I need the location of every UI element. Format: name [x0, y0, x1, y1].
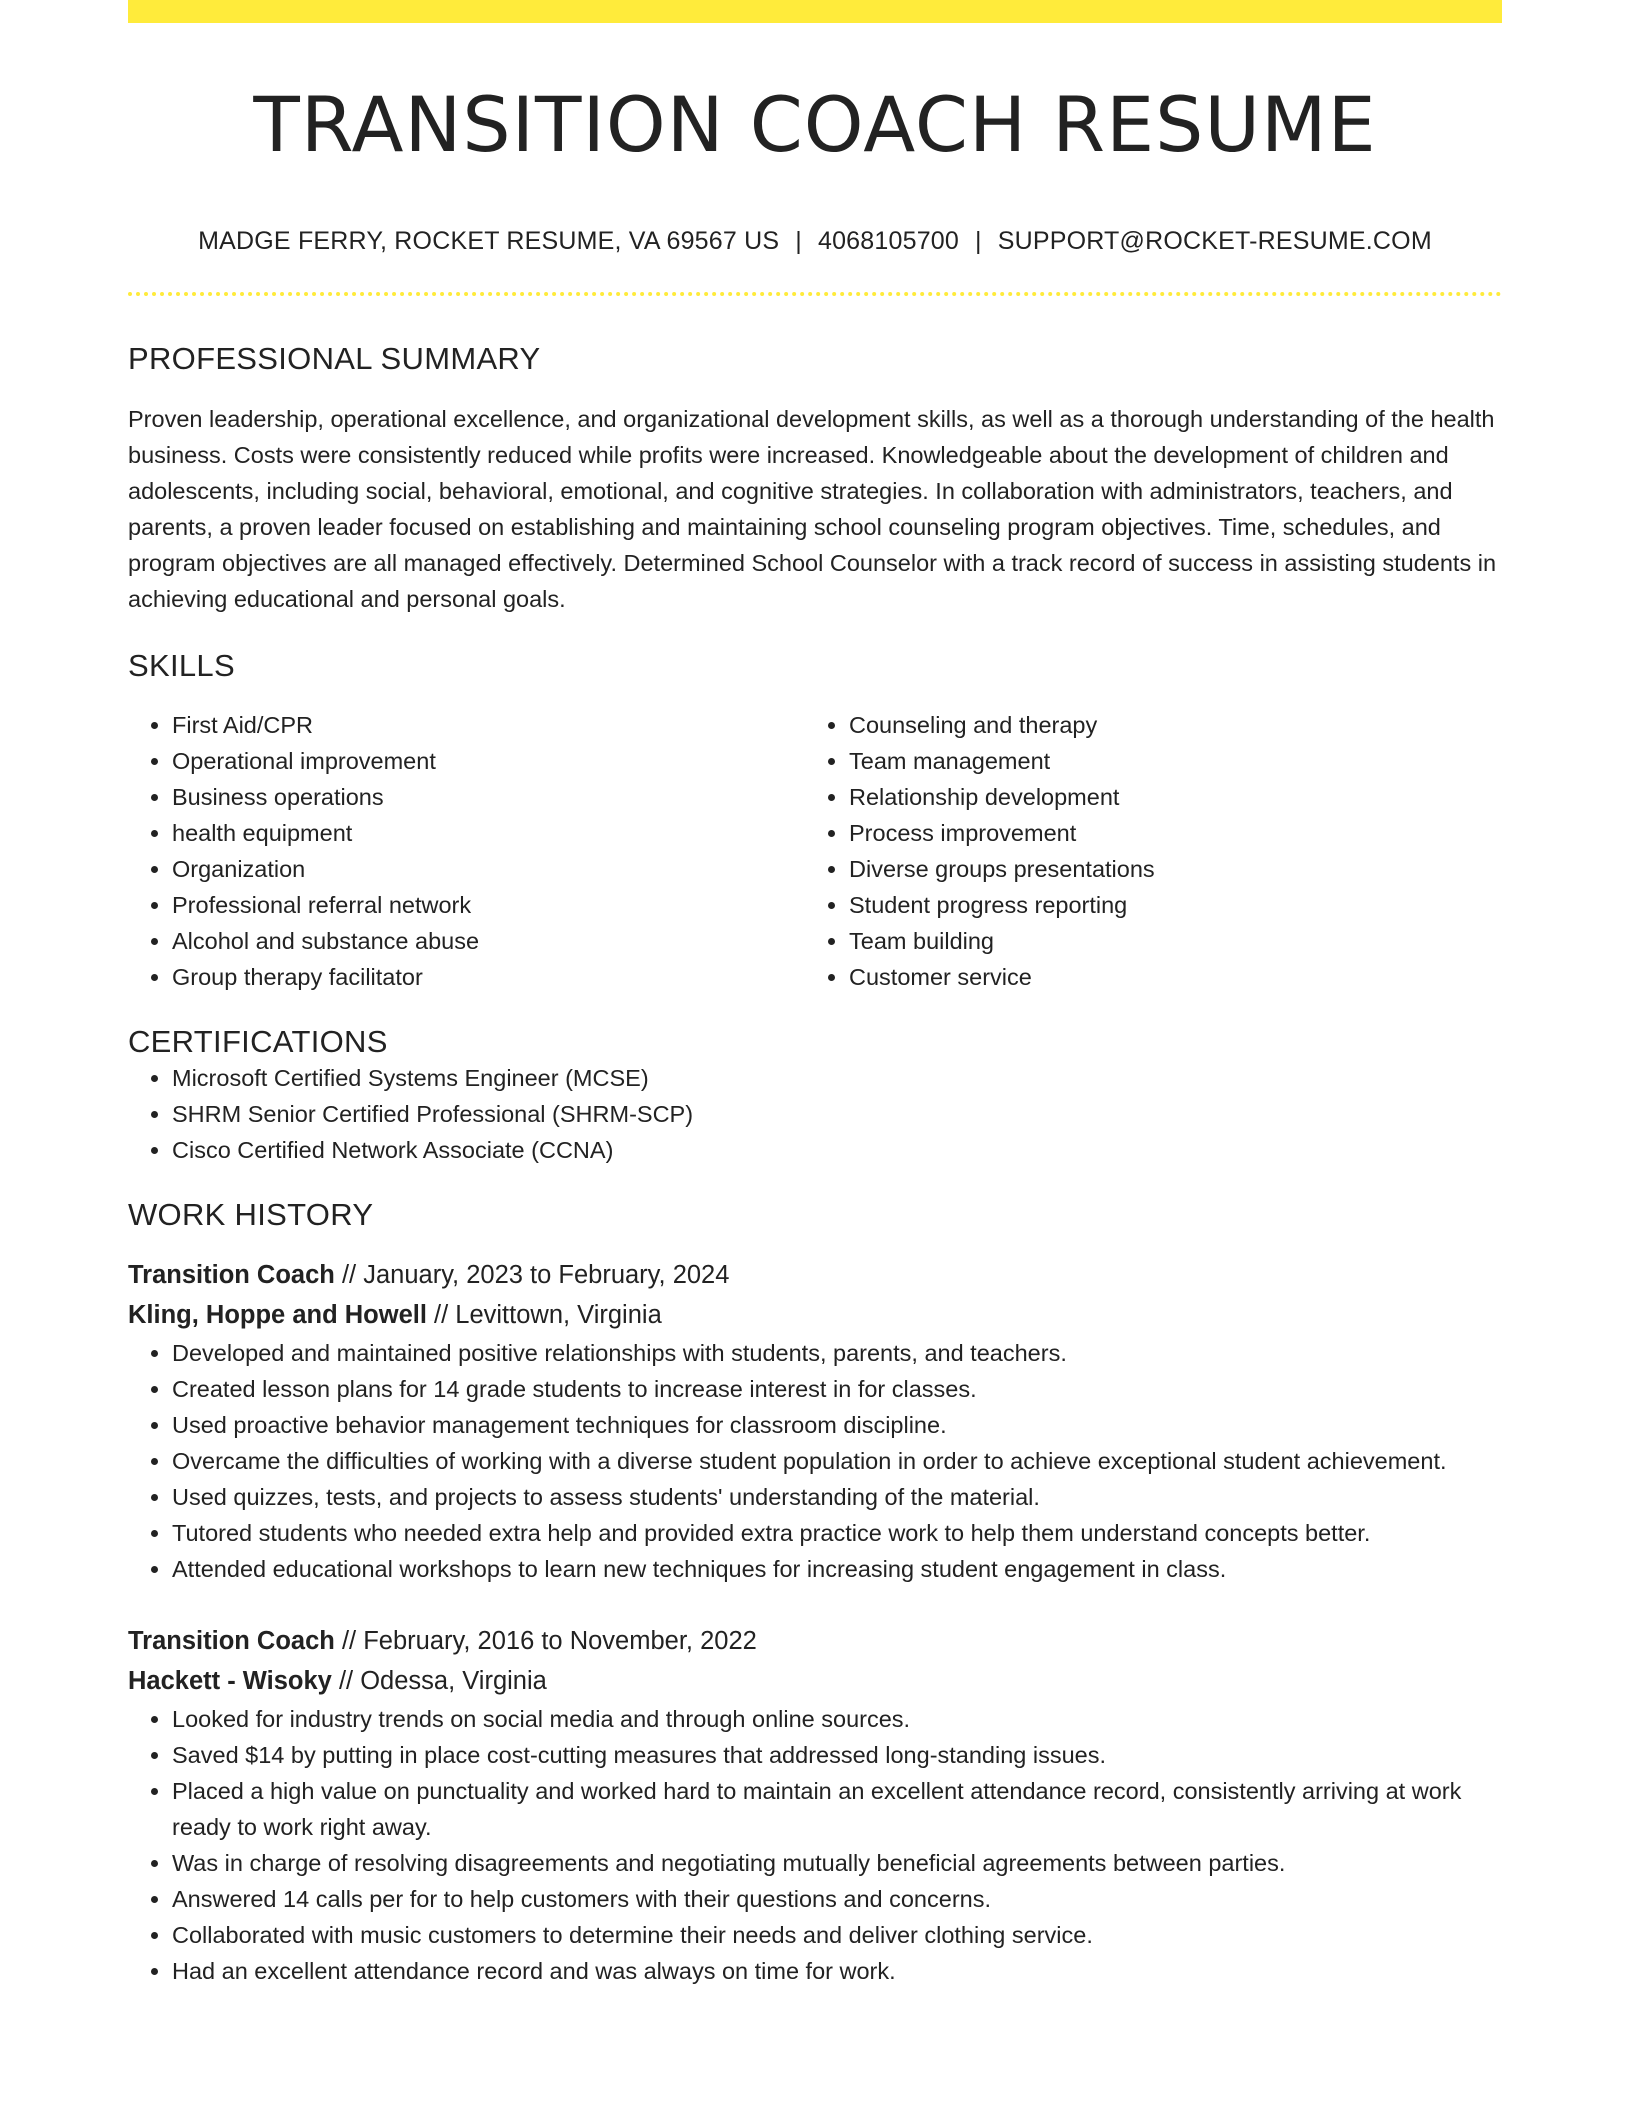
job-duty: • Looked for industry trends on social media and through online sources. [172, 1701, 1502, 1737]
job-duty: • Developed and maintained positive relationships with students, parents, and teachers. [172, 1335, 1502, 1371]
skill-item: • health equipment [172, 815, 805, 851]
resume-title: TRANSITION COACH RESUME [253, 80, 1377, 169]
skills-left-column [128, 707, 805, 995]
skills-right-column [805, 707, 1482, 995]
work-history-heading: WORK HISTORY [128, 1196, 374, 1232]
job-entry [128, 1621, 1502, 1989]
skill-item: • Diverse groups presentations [849, 851, 1482, 887]
skill-item: • Alcohol and substance abuse [172, 923, 805, 959]
skill-item: • Organization [172, 851, 805, 887]
skill-item: • Counseling and therapy [849, 707, 1482, 743]
job-location: // Levittown, Virginia [434, 1300, 662, 1329]
summary-heading: PROFESSIONAL SUMMARY [128, 341, 541, 377]
contact-line [128, 226, 1502, 256]
summary-text: Proven leadership, operational excellence, and organizational development skills, as well as a thorough understanding of the health business. Costs were consistently reduced while profits were increased. Knowledgeable about the development of children and adolescents, including social, behavioral, emotional, and cognitive strategies. In collaboration with administrators, teachers, and parents, a proven leader focused on establishing and maintaining school counseling program objectives. Time, schedules, and program objectives are all managed effectively. Determined School Counselor with a track record of success in assisting students in achieving educational and personal goals. [128, 406, 1497, 613]
job-duty: • Was in charge of resolving disagreements and negotiating mutually beneficial agreements between parties. [172, 1845, 1502, 1881]
skill-item: • Team management [849, 743, 1482, 779]
resume-page [128, 0, 1502, 1989]
job-duty: • Collaborated with music customers to determine their needs and deliver clothing service. [172, 1917, 1502, 1953]
certification-item: • SHRM Senior Certified Professional (SHRM-SCP) [172, 1096, 1502, 1132]
header-divider [128, 292, 1502, 296]
skill-item: • Group therapy facilitator [172, 959, 805, 995]
skill-item: • Student progress reporting [849, 887, 1482, 923]
skill-item: • Customer service [849, 959, 1482, 995]
job-duty: • Used quizzes, tests, and projects to assess students' understanding of the material. [172, 1479, 1502, 1515]
job-title-line [128, 1621, 1502, 1661]
work-history-section [128, 1196, 1502, 1989]
job-duty: • Answered 14 calls per for to help customers with their questions and concerns. [172, 1881, 1502, 1917]
job-company-line [128, 1295, 1502, 1335]
job-duty: • Created lesson plans for 14 grade students to increase interest in for classes. [172, 1371, 1502, 1407]
job-duty: • Placed a high value on punctuality and worked hard to maintain an excellent attendance record, consistently arriving at work ready to work right away. [172, 1773, 1502, 1845]
job-duty: • Tutored students who needed extra help and provided extra practice work to help them understand concepts better. [172, 1515, 1502, 1551]
job-dates: // January, 2023 to February, 2024 [341, 1260, 730, 1289]
certifications-section [128, 1023, 1502, 1168]
skills-section [128, 647, 1502, 994]
certifications-heading: CERTIFICATIONS [128, 1023, 388, 1059]
job-duty: • Used proactive behavior management techniques for classroom discipline. [172, 1407, 1502, 1443]
job-duties-list [128, 1701, 1502, 1989]
skills-grid [128, 707, 1502, 995]
certification-item: • Microsoft Certified Systems Engineer (MCSE) [172, 1060, 1502, 1096]
skill-item: • Process improvement [849, 815, 1482, 851]
skill-item: • Business operations [172, 779, 805, 815]
job-company: Hackett - Wisoky [128, 1666, 332, 1695]
job-entry [128, 1255, 1502, 1587]
certification-item: • Cisco Certified Network Associate (CCNA) [172, 1132, 1502, 1168]
job-title: Transition Coach [128, 1626, 335, 1655]
skill-item: • Operational improvement [172, 743, 805, 779]
accent-bar [128, 0, 1502, 23]
job-location: // Odessa, Virginia [338, 1666, 547, 1695]
contact-address: MADGE FERRY, ROCKET RESUME, VA 69567 US [198, 227, 780, 256]
professional-summary-section [128, 340, 1502, 617]
job-duty: • Saved $14 by putting in place cost-cutting measures that addressed long-standing issues. [172, 1737, 1502, 1773]
job-duty: • Attended educational workshops to learn new techniques for increasing student engagement in class. [172, 1551, 1502, 1587]
job-dates: // February, 2016 to November, 2022 [341, 1626, 757, 1655]
job-duties-list [128, 1335, 1502, 1587]
contact-phone: 4068105700 [817, 227, 960, 256]
job-company: Kling, Hoppe and Howell [128, 1300, 427, 1329]
certifications-list [128, 1060, 1502, 1168]
job-title-line [128, 1255, 1502, 1295]
job-duty: • Had an excellent attendance record and was always on time for work. [172, 1953, 1502, 1989]
skill-item: • First Aid/CPR [172, 707, 805, 743]
skill-item: • Relationship development [849, 779, 1482, 815]
skills-heading: SKILLS [128, 648, 235, 684]
job-duty: • Overcame the difficulties of working with a diverse student population in order to achieve exceptional student achievement. [172, 1443, 1502, 1479]
contact-email: SUPPORT@ROCKET-RESUME.COM [997, 227, 1432, 256]
skill-item: • Team building [849, 923, 1482, 959]
job-company-line [128, 1661, 1502, 1701]
contact-separator: | [975, 227, 982, 256]
contact-separator: | [795, 227, 802, 256]
skill-item: • Professional referral network [172, 887, 805, 923]
job-title: Transition Coach [128, 1260, 335, 1289]
